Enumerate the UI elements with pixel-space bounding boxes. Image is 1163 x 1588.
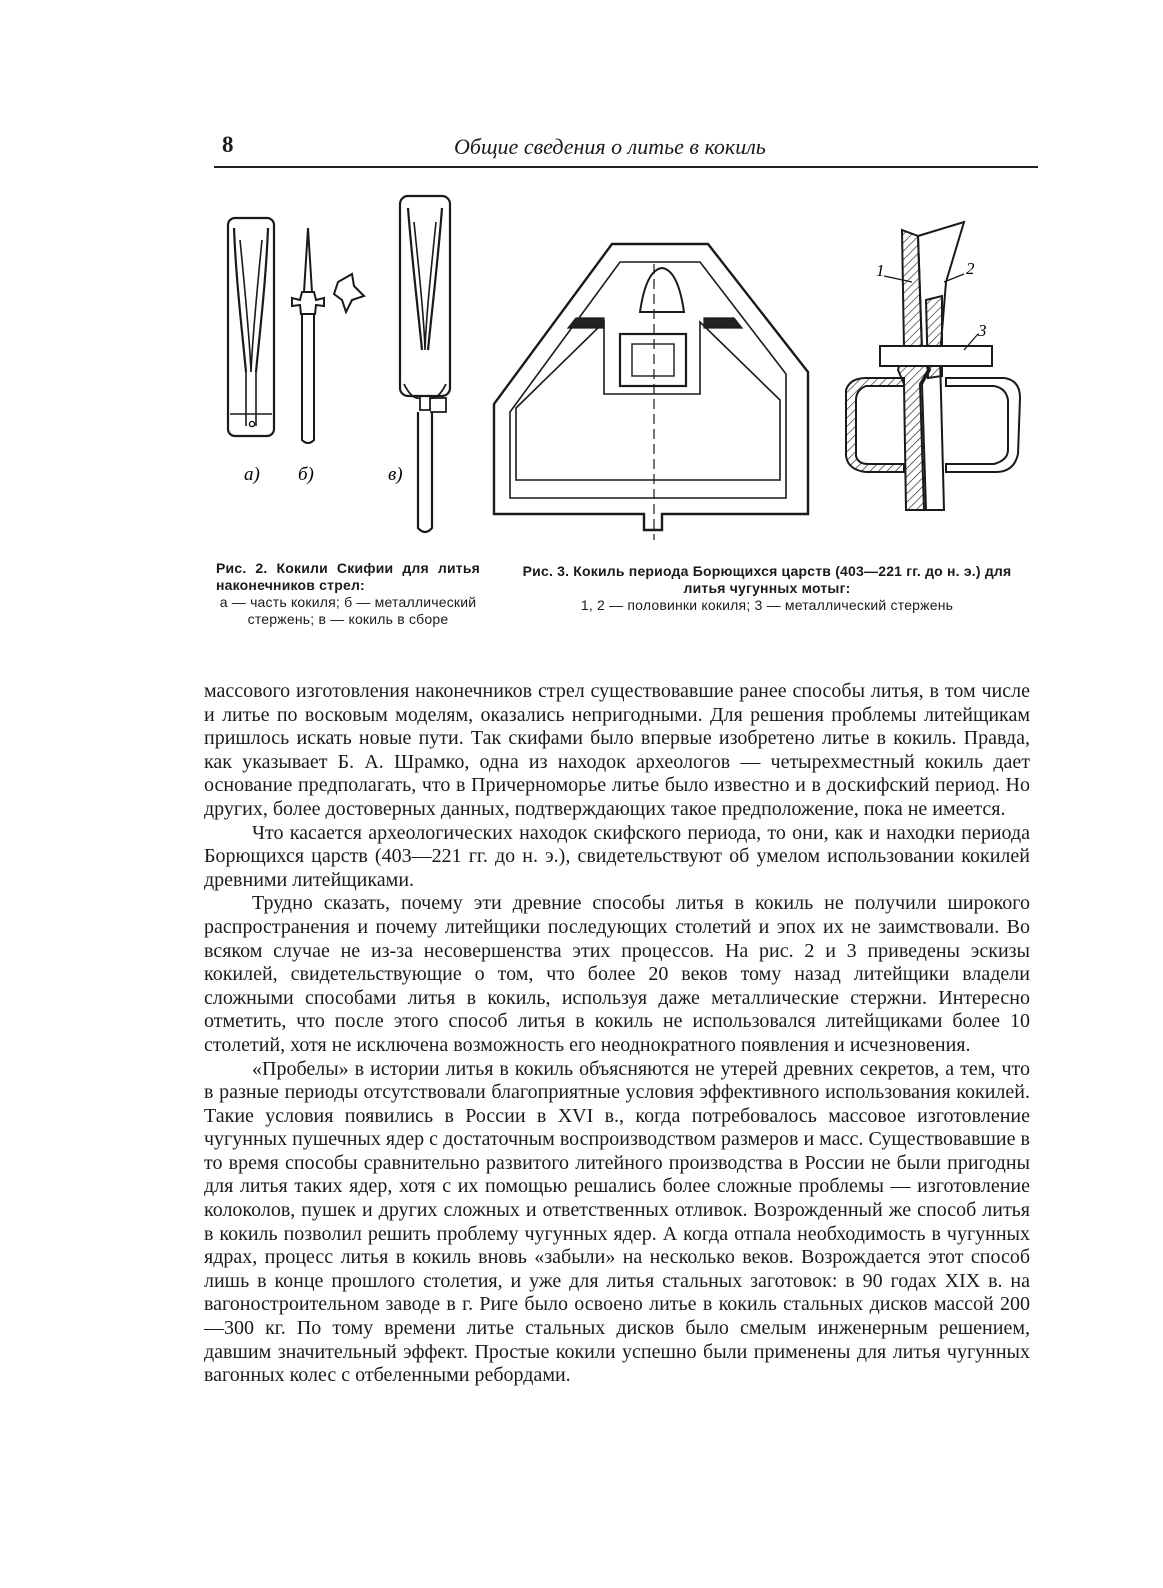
figure2-caption-title: Рис. 2. Кокили Скифии для литья наконечников стрел: xyxy=(216,560,480,593)
fig2-metal-core xyxy=(292,228,364,443)
fig2-assembled-mold xyxy=(400,196,450,532)
paragraph-3: Трудно сказать, почему эти древние способы литья в кокиль не получили широкого распространения и почему литейщики последующих столетий и эпох их не заимствовали. Во всяком случае не из-за несовершенства этих процессов. На рис. 2 и 3 приведены эскизы кокилей, свидетельствующие о том, что более 20 веков тому назад литейщики владели сложными способами литья в кокиль, используя даже металлические стержни. Интересно отметить, что после этого способ литья в кокиль не использовался литейщиками более 10 столетий, хотя не исключена возможность его неоднократного появления и исчезновения. xyxy=(204,892,1030,1056)
fig2-label-v: в) xyxy=(388,464,403,485)
figure3-caption xyxy=(506,563,1028,614)
paragraph-2: Что касается археологических находок скифского периода, то они, как и находки периода Борющихся царств (403—221 гг. до н. э.), свидетельствуют об умелом использовании кокилей древними литейщиками. xyxy=(204,821,1030,891)
running-title: Общие сведения о литье в кокиль xyxy=(454,134,766,159)
body-text xyxy=(204,680,1030,1388)
figure2-caption-legend: а — часть кокиля; б — металлический стержень; в — кокиль в сборе xyxy=(219,594,477,627)
figure3-caption-title: Рис. 3. Кокиль периода Борющихся царств (403—221 гг. до н. э.) для литья чугунных мотыг: xyxy=(522,563,1012,596)
figure2-caption xyxy=(216,560,480,628)
fig2-label-a: а) xyxy=(244,464,260,485)
fig3-section-view xyxy=(846,222,1020,510)
paragraph-1: массового изготовления наконечников стрел существовавшие ранее способы литья, в том числе и литье по восковым моделям, оказались непригодными. Для решения проблемы литейщикам пришлось искать новые пути. Так скифами было впервые изобретено литье в кокиль. Правда, как указывает Б. А. Шрамко, одна из находок археологов — четырехместный кокиль дает основание предполагать, что в Причерноморье литье было известно и в доскифский период. Но других, более достоверных данных, подтверждающих такое предположение, пока не имеется. xyxy=(204,680,1030,820)
fig3-label-1: 1 xyxy=(876,261,885,280)
fig3-label-3: 3 xyxy=(978,321,987,340)
paragraph-4: «Пробелы» в истории литья в кокиль объясняются не утерей древних секретов, а тем, что в разные периоды отсутствовали благоприятные условия эффективного использования кокилей. Такие условия появились в России в XVI в., когда потребовалось массовое изготовление чугунных пушечных ядер с достаточным воспроизводством размеров и масс. Существовавшие в то время способы сравнительно развитого литейного производства в России не были пригодны для литья таких ядер, хотя с их помощью решались более сложные проблемы — изготовление колоколов, пушек и других сложных и ответственных отливок. Возрожденный же способ литья в кокиль позволил решить проблему чугунных ядер. А когда отпала необходимость в чугунных ядрах, процесс литья в кокиль вновь «забыли» на несколько веков. Возрождается этот способ лишь в конце прошлого столетия, и уже для литья стальных заготовок: в 90 годах XIX в. на вагоностроительном заводе в г. Риге было освоено литье в кокиль стальных дисков массой 200—300 кг. По тому времени литье стальных дисков было смелым инженерным решением, давшим значительный эффект. Простые кокили успешно были применены для литья чугунных вагонных колес с отбеленными ребордами. xyxy=(204,1057,1030,1387)
figure3-caption-legend: 1, 2 — половинки кокиля; 3 — металлический стержень xyxy=(580,597,954,613)
fig3-hoe-mold xyxy=(494,244,808,540)
fig2-label-b: б) xyxy=(298,464,314,485)
page-number: 8 xyxy=(222,132,234,157)
fig2-mold-half xyxy=(228,218,274,436)
fig3-label-2: 2 xyxy=(966,259,975,278)
